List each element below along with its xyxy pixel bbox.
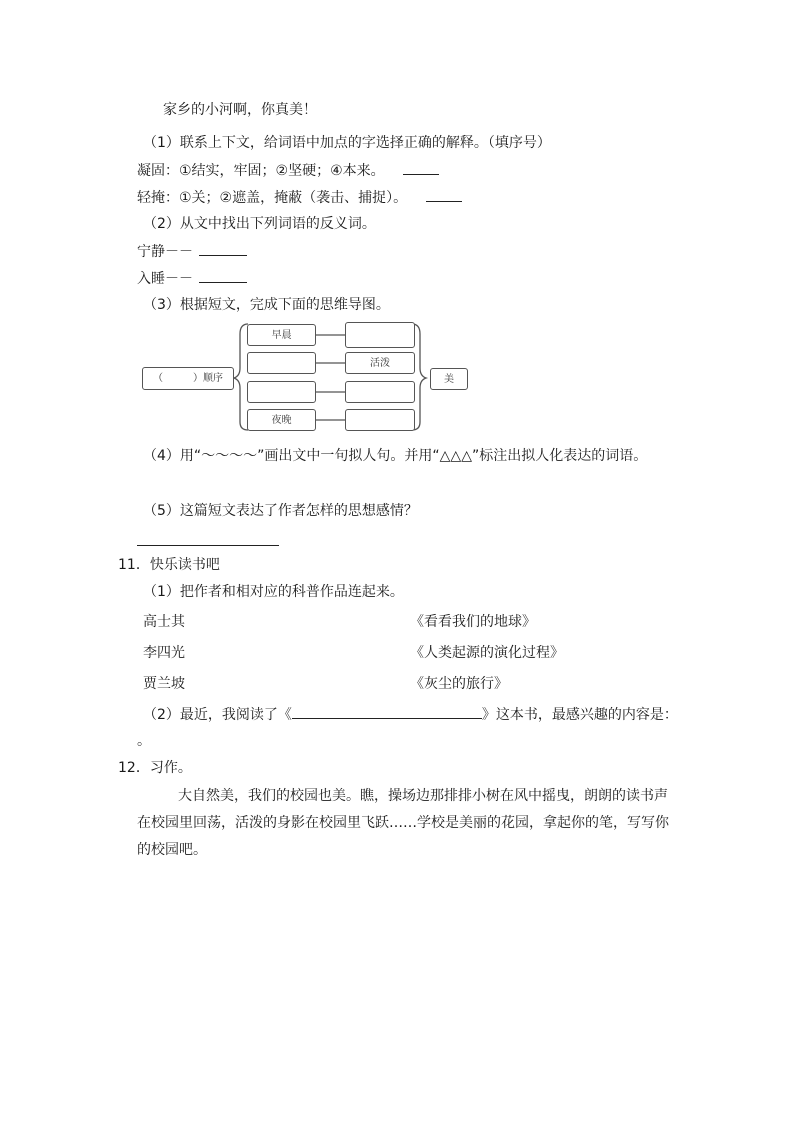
q11-part2 xyxy=(143,704,678,725)
q11-part1-prompt: （1）把作者和相对应的科普作品连起来。 xyxy=(143,584,404,600)
q10-part4-prompt: （4）用“～～～～”画出文中一句拟人句。并用“△△△”标注出拟人化表达的词语。 xyxy=(143,448,648,464)
q10-part2-prompt: （2）从文中找出下列词语的反义词。 xyxy=(143,216,376,232)
antonym-word2: 入睡－－ xyxy=(137,271,193,287)
author-item[interactable]: 高士其 xyxy=(143,614,185,630)
q12-text-line: 在校园里回荡，活泼的身影在校园里飞跃……学校是美丽的花园，拿起你的笔，写写你 xyxy=(137,815,669,831)
q10-part5-prompt: （5）这篇短文表达了作者怎样的思想感情？ xyxy=(143,503,418,519)
q11-part2-after: 》这本书，最感兴趣的内容是： xyxy=(481,707,678,723)
passage-ending: 家乡的小河啊，你真美！ xyxy=(163,102,317,118)
mind-map-result: 美 xyxy=(430,368,468,390)
q12-title: 12．习作。 xyxy=(118,760,192,776)
q11-title: 11．快乐读书吧 xyxy=(118,557,220,573)
work-item[interactable]: 《看看我们的地球》 xyxy=(410,614,536,630)
mind-map-node: 夜晚 xyxy=(247,409,316,431)
mind-map-node: 活泼 xyxy=(345,352,415,374)
book-title-blank[interactable] xyxy=(292,704,482,719)
answer-blank[interactable] xyxy=(199,268,247,283)
mind-map-blank-node[interactable] xyxy=(247,381,316,403)
order-box[interactable]: （ ）顺序 xyxy=(142,367,234,390)
answer-blank[interactable] xyxy=(403,160,439,175)
mind-map xyxy=(140,318,480,436)
q10-part1-prompt: （1）联系上下文，给词语中加点的字选择正确的解释。（填序号） xyxy=(143,135,551,151)
q12-text-line: 的校园吧。 xyxy=(137,842,207,858)
q10-part1-word2 xyxy=(137,187,462,208)
mind-map-blank-node[interactable] xyxy=(247,352,316,374)
q10-part1-word1-text: 凝固：①结实，牢固；②坚硬；④本来。 xyxy=(137,163,385,179)
q10-part2-item1 xyxy=(137,241,247,262)
q10-part1-word1 xyxy=(137,160,439,181)
author-item[interactable]: 贾兰坡 xyxy=(143,676,185,692)
work-item[interactable]: 《灰尘的旅行》 xyxy=(410,676,508,692)
q10-part1-word2-text: 轻掩：①关；②遮盖，掩蔽（袭击、捕捉）。 xyxy=(137,190,408,206)
antonym-word1: 宁静－－ xyxy=(137,244,193,260)
q12-text-line: 大自然美，我们的校园也美。瞧，操场边那排排小树在风中摇曳，朗朗的读书声 xyxy=(178,788,668,804)
q10-part3-prompt: （3）根据短文，完成下面的思维导图。 xyxy=(143,297,390,313)
answer-blank[interactable] xyxy=(199,241,247,256)
q11-part2-before: （2）最近，我阅读了《 xyxy=(143,707,292,723)
q10-part2-item2 xyxy=(137,268,247,289)
work-item[interactable]: 《人类起源的演化过程》 xyxy=(410,645,564,661)
mind-map-blank-node[interactable] xyxy=(345,409,415,431)
mind-map-node: 早晨 xyxy=(247,324,316,346)
answer-line[interactable] xyxy=(137,531,279,546)
mind-map-blank-node[interactable] xyxy=(345,322,415,348)
author-item[interactable]: 李四光 xyxy=(143,645,185,661)
mind-map-blank-node[interactable] xyxy=(345,381,415,403)
q11-part2-end: 。 xyxy=(137,733,151,749)
answer-blank[interactable] xyxy=(426,187,462,202)
